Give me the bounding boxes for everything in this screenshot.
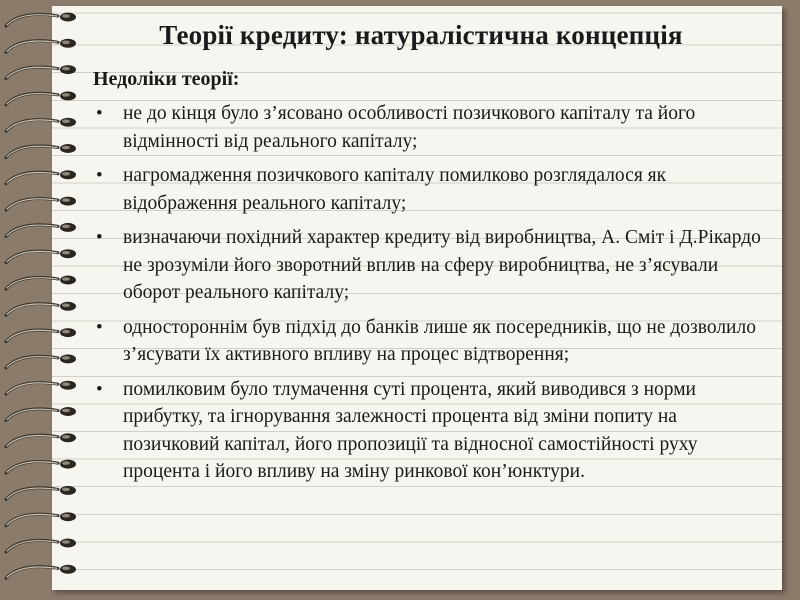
list-item-text: нагромадження позичкового капіталу помилково розглядалося як відображення реального капіталу; <box>123 165 667 214</box>
list-item <box>96 376 776 486</box>
binding-ring-icon <box>6 328 76 342</box>
list-item-text: визначаючи похідний характер кредиту від виробництва, А. Сміт і Д.Рікардо не зрозуміли його зворотний вплив на сферу виробництва, не з’ясували оборот реального капіталу; <box>123 227 761 303</box>
list-item-text: одностороннім був підхід до банків лише як посередників, що не дозволило з’ясувати їх активного впливу на процес відтворення; <box>123 316 756 365</box>
bullet-icon: • <box>96 316 103 338</box>
binding-ring-icon <box>6 197 76 211</box>
bullet-icon: • <box>96 227 103 248</box>
slide-title: Теорії кредиту: натуралістична концепція <box>159 20 683 50</box>
binding-ring-icon <box>6 512 76 526</box>
binding-ring-icon <box>6 65 76 79</box>
binding-ring-icon <box>6 144 76 158</box>
list-item-text: не до кінця було з’ясовано особливості позичкового капіталу та його відмінності від реального капіталу; <box>123 103 696 152</box>
list-item <box>96 224 776 307</box>
binding-ring-icon <box>6 486 76 500</box>
binding-ring-icon <box>6 170 76 184</box>
binding-ring-icon <box>6 539 76 553</box>
binding-ring-icon <box>6 223 76 237</box>
bullet-icon: • <box>96 103 103 124</box>
binding-ring-icon <box>6 433 76 447</box>
binding-ring-icon <box>6 302 76 316</box>
section-heading: Недоліки теорії: <box>93 68 240 90</box>
drawbacks-list <box>96 100 776 493</box>
list-item <box>96 162 776 217</box>
binding-ring-icon <box>6 460 76 474</box>
binding-ring-icon <box>6 249 76 263</box>
binding-ring-icon <box>6 354 76 368</box>
list-item <box>96 100 776 155</box>
list-item <box>96 314 776 369</box>
bullet-icon: • <box>96 165 103 186</box>
bullet-icon: • <box>96 378 103 400</box>
binding-ring-icon <box>6 91 76 105</box>
binding-ring-icon <box>6 565 76 579</box>
binding-ring-icon <box>6 381 76 395</box>
binding-ring-icon <box>6 118 76 132</box>
spiral-binding <box>0 0 90 600</box>
binding-ring-icon <box>6 407 76 421</box>
binding-ring-icon <box>6 276 76 290</box>
list-item-text: помилковим було тлумачення суті процента, який виводився з норми прибутку, та ігнорування залежності процента від зміни попиту на позичковий капітал, його пропозиції та відносної самостійності руху процента і його впливу на зміну ринкової кон’юнктури. <box>123 378 698 482</box>
